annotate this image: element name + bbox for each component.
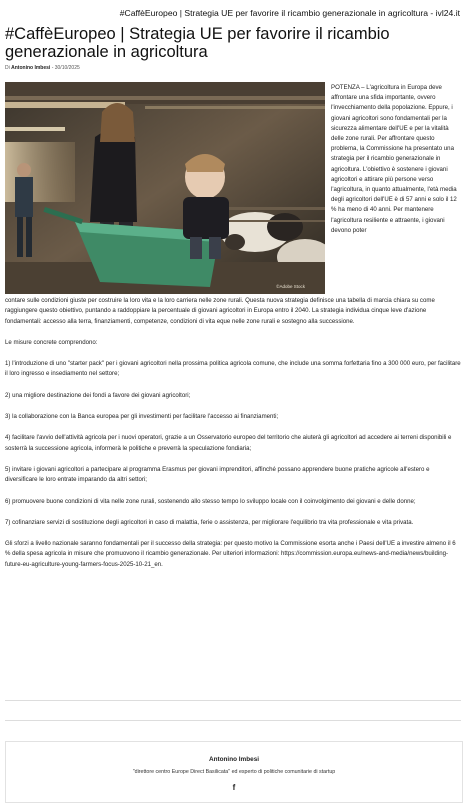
author-box-name[interactable]: Antonino Imbesi [208, 756, 260, 763]
page-header-title: #CaffèEuropeo | Strategia UE per favorire il ricambio generazionale in agricoltura - ivl24.it [119, 8, 460, 18]
byline-prefix: Di [5, 65, 10, 71]
article-closing-paragraph: Gli sforzi a livello nazionale saranno fondamentali per il successo della strategia: per questo motivo la Commissione esorta anche i Paesi dell'UE a investire almeno il 6 % della spesa agricola in misure che promuovono il ricambio generazionale. Per ulteriori informazioni: https://commission.europa.eu/news-and-media/news/building-future-eu-agriculture-young-farmers-focus-2025-10-21_en. [5, 540, 456, 568]
author-link[interactable]: Antonino Imbesi [11, 65, 51, 71]
author-box-bio: "direttore centro Europe Direct Basilicata" ed esperto di politiche comunitarie di startup [132, 769, 336, 775]
measure-item: 3) la collaborazione con la Banca europea per gli investimenti per facilitare l'accesso ai finanziamenti; [5, 413, 279, 421]
measure-item: 4) facilitare l'avvio dell'attività agricola per i nuovi operatori, grazie a un Osservatorio europeo del territorio che aiuterà gli agricoltori ad accedere ai terreni disponibili e sosterrà la successione agricola, informerà le politiche e preverrà la speculazione fondiaria; [5, 434, 452, 452]
publish-date: 30/10/2025 [54, 65, 80, 71]
article-title: #CaffèEuropeo | Strategia UE per favorire il ricambio generazionale in agricoltura [5, 25, 390, 61]
author-box [5, 741, 463, 803]
article-photo [5, 82, 325, 294]
divider [5, 700, 461, 701]
measure-item: 7) cofinanziare servizi di sostituzione degli agricoltori in caso di malattia, ferie o assistenza, per migliorare l'equilibrio tra vita professionale e vita privata. [5, 518, 414, 526]
measure-item: 2) una migliore destinazione dei fondi a favore dei giovani agricoltori; [5, 391, 191, 399]
measure-item: 5) invitare i giovani agricoltori a partecipare al programma Erasmus per giovani imprenditori, affinché possano apprendere buone pratiche agricole all'estero e diversificare le loro entrate imparando da altri settori; [5, 465, 430, 484]
measure-item: 6) promuovere buone condizioni di vita nelle zone rurali, sostenendo allo stesso tempo lo sviluppo locale con il coinvolgimento dei giovani e delle donne; [5, 497, 416, 505]
photo-watermark: ©Adobe Stock [276, 284, 305, 289]
measure-item: 1) l'introduzione di uno "starter pack" per i giovani agricoltori nella prossima politica agricola comune, che include una somma forfettaria fino a 300 000 euro, per facilitare il loro ingresso e insediamento nel settore; [5, 360, 461, 378]
measures-intro: Le misure concrete comprendono: [5, 338, 98, 346]
divider [5, 720, 461, 721]
article-byline: Di Antonino Imbesi - 30/10/2025 [5, 65, 80, 71]
facebook-icon[interactable]: f [232, 783, 236, 792]
article-body [5, 296, 461, 570]
article-paragraph: contare sulle condizioni giuste per costruire la loro vita e la loro carriera nelle zone rurali. Questa nuova strategia definisce una tabella di marcia chiara su come raggiungere questo obiettivo, puntando a raddoppiare la percentuale di giovani agricoltori in Europa entro il 2040. La strategia individua cinque leve d'azione fondamentali: accesso alla terra, finanziamenti, competenze, condizioni di vita eque nelle zone rurali e sostegno alla successione. [5, 297, 435, 325]
article-lead-text: POTENZA – L'agricoltura in Europa deve affrontare una sfida importante, ovvero l'invecchiamento della popolazione. Eppure, i giovani agricoltori sono fondamentali per la sicurezza alimentare dell'UE e per la vitalità delle zone rurali. Per affrontare questo problema, la Commissione ha presentato una strategia per il ricambio generazionale in agricoltura. L'obiettivo è sostenere i giovani agricoltori e attirare più persone verso l'agricoltura, in quanto attualmente, l'età media degli agricoltori dell'UE è di 57 anni e solo il 12 % ha meno di 40 anni. Per mantenere l'agricoltura resiliente e attraente, i giovani devono poter [331, 84, 457, 234]
